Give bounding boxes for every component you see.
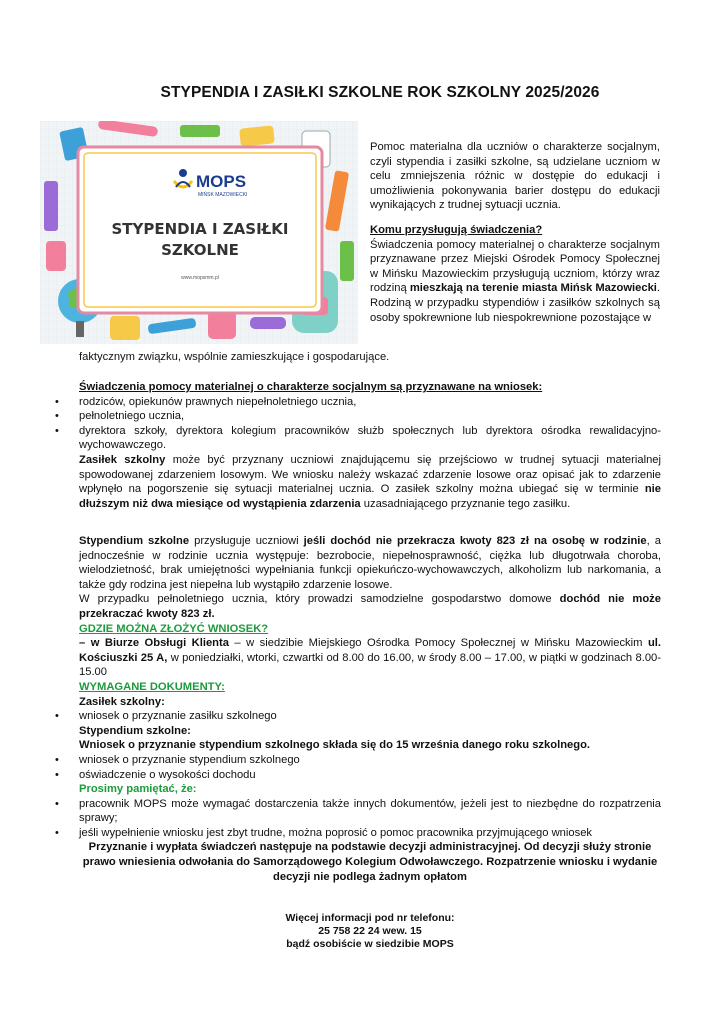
footer-line-1: Więcej informacji pod nr telefonu:: [285, 912, 455, 924]
gdzie-text-a: – w siedzibie Miejskiego Ośrodka Pomocy Społecznej w Mińsku Mazowieckim: [228, 637, 648, 650]
list-item: • rodziców, opiekunów prawnych niepełnoletniego ucznia,: [79, 395, 661, 410]
stypendium-bold-2: jeśli dochód nie przekracza kwoty 823 zł na osobę w rodzinie: [303, 535, 647, 547]
stypendium-paragraph: [79, 534, 661, 592]
zasilek-text-a: może być przyznany uczniowi znajdującemu się przejściowo w trudnej sytuacji materialnej spowodowanej zdarzeniem losowym. We wniosku należy wskazać zdarzenie losowe oraz opisać jak to zdarzenie wpłynęło na pogorszenie się sytuacji materialnej ucznia. O zasiłek szkolny można ubiegać się w terminie: [79, 453, 662, 496]
stypendium-section: [79, 534, 661, 884]
intro-tail: [79, 350, 661, 365]
zasilek-text-b: uzasadniającego przyznanie tego zasiłku.: [360, 497, 571, 510]
list-item: • wniosek o przyznanie stypendium szkolnego: [79, 753, 661, 768]
stypendium-note: Wniosek o przyznanie stypendium szkolnego składa się do 15 września danego roku szkolnego.: [79, 739, 591, 752]
banner-url: www.mopsmm.pl: [181, 275, 219, 281]
zasilek-doc-list: [79, 709, 661, 724]
stypendium-text-c: W przypadku pełnoletniego ucznia, który prowadzi samodzielne gospodarstwo domowe: [79, 593, 560, 606]
gdzie-heading: GDZIE MOŻNA ZŁOŻYĆ WNIOSEK?: [79, 622, 269, 635]
list-item: • dyrektora szkoły, dyrektora kolegium pracowników służb społecznych lub dyrektora ośrodka rewalidacyjno-wychowawczego.: [79, 424, 661, 453]
intro-tail-text: faktycznym związku, wspólnie zamieszkujące i gospodarujące.: [79, 351, 390, 363]
banner-image: [40, 121, 358, 344]
wniosek-list: [79, 395, 661, 453]
final-note: Przyznanie i wypłata świadczeń następuje na podstawie decyzji administracyjnej. Od decyzji służy stronie prawo wniesienia odwołania do Samorządowego Kolegium Odwoławczego. Rozpatrzenie wniosku i wydanie decyzji nie podlega żadnym opłatom: [82, 841, 658, 883]
intro-text-bold: mieszkają na terenie miasta Mińsk Mazowiecki: [409, 282, 657, 295]
prosimy-list: [79, 797, 661, 841]
wniosek-heading: Świadczenia pomocy materialnej o charakterze socjalnym są przyznawane na wniosek:: [79, 381, 543, 393]
prosimy-heading: Prosimy pamiętać, że:: [79, 783, 197, 796]
gdzie-text-b: w poniedziałki, wtorki, czwartki od 8.00 do 16.00, w środy 8.00 – 17.00, w piątki w godzinach 8.00-15.00: [79, 651, 661, 679]
list-item: • jeśli wypełnienie wniosku jest zbyt trudne, można poprosić o pomoc pracownika przyjmującego wniosek: [79, 826, 661, 841]
footer-line-2: 25 758 22 24 wew. 15: [318, 925, 422, 937]
gdzie-paragraph: [79, 636, 661, 680]
stypendium-doc-list: [79, 753, 661, 782]
stypendium-paragraph-2: [79, 592, 661, 621]
banner-heading-1: STYPENDIA I ZASIŁKI: [111, 220, 289, 238]
wniosek-section: [79, 380, 661, 511]
intro-text-a: Świadczenia pomocy materialnej o charakterze socjalnym przyznawane przez Miejski Ośrodek Pomocy Społecznej w Mińsku Mazowieckim przysługują uczniom, którzy wraz rodziną: [370, 238, 660, 295]
dokumenty-heading: WYMAGANE DOKUMENTY:: [79, 680, 225, 693]
intro-section: [370, 140, 660, 325]
zasilek-label: Zasiłek szkolny:: [79, 695, 165, 708]
stypendium-bold: Stypendium szkolne: [79, 535, 190, 547]
intro-paragraph: Pomoc materialna dla uczniów o charakterze socjalnym, czyli stypendia i zasiłki szkolne, są udzielane uczniom w celu zmniejszenia różnic w dostępie do edukacji i umożliwienia pokonywania barier dostępu do edukacji wynikających z trudnej sytuacji ucznia.: [370, 141, 660, 212]
intro-heading: Komu przysługują świadczenia?: [370, 223, 543, 236]
gdzie-bold-a: – w Biurze Obsługi Klienta: [79, 637, 229, 650]
stypendium-text-b: , a jednocześnie w rodzinie ucznia występuje: bezrobocie, niepełnosprawność, ciężka lub długotrwała choroba, wielodzietność, brak umiejętności wypełniania funkcji opiekuńczo-wychowawczych, alkoholizm lub narkomania, a także gdy rodzina jest niepełna lub wystąpiło zdarzenie losowe.: [79, 535, 661, 591]
stypendium-label: Stypendium szkolne:: [79, 724, 191, 737]
intro-paragraph-2: [370, 238, 660, 326]
stypendium-bold-3: dochód nie może przekraczać kwoty 823 zł.: [79, 593, 661, 620]
gdzie-bold-b: ul. Kościuszki 25 A,: [79, 637, 661, 664]
footer-line-3: bądź osobiście w siedzibie MOPS: [286, 938, 454, 950]
page-title: STYPENDIA I ZASIŁKI SZKOLNE ROK SZKOLNY 2025/2026: [160, 84, 600, 101]
stypendium-text-a: przysługuje uczniowi: [189, 535, 304, 547]
zasilek-paragraph: [79, 453, 661, 511]
banner-logo-sub: MIŃSK MAZOWIECKI: [198, 192, 248, 198]
list-item: • pracownik MOPS może wymagać dostarczenia także innych dokumentów, jeżeli jest to niezbędne do rozpatrzenia sprawy;: [79, 797, 661, 826]
banner-heading-2: SZKOLNE: [161, 241, 239, 259]
banner-illustration: [40, 121, 358, 344]
zasilek-bold: Zasiłek szkolny: [79, 453, 166, 466]
list-item: • wniosek o przyznanie zasiłku szkolnego: [79, 709, 661, 724]
zasilek-bold-2: nie dłuższym niż dwa miesiące od wystąpienia zdarzenia: [79, 483, 661, 510]
list-item: • pełnoletniego ucznia,: [79, 409, 661, 424]
intro-text-b: . Rodziną w przypadku stypendiów i zasiłków szkolnych są osoby spokrewnione lub niespokrewnione pozostające w: [370, 282, 661, 324]
list-item: • oświadczenie o wysokości dochodu: [79, 768, 661, 783]
banner-logo: MOPS: [196, 172, 247, 191]
contact-footer: [200, 912, 540, 951]
